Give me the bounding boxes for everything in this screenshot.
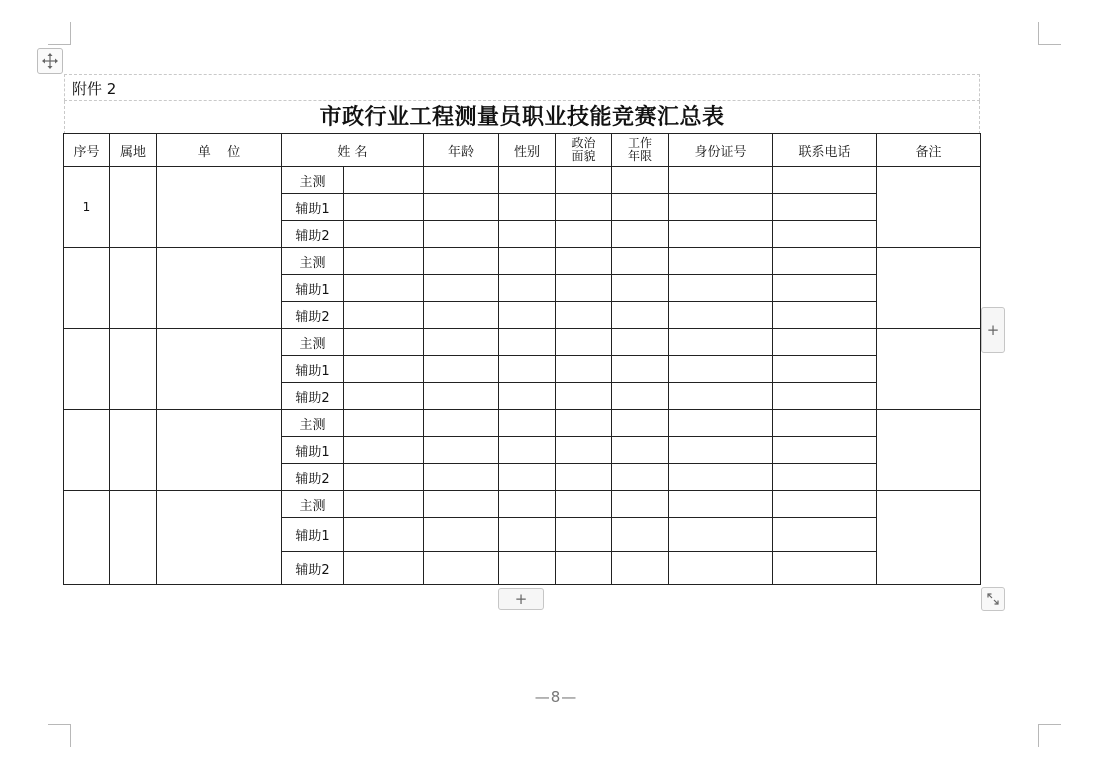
cell-work-years[interactable] <box>612 552 669 585</box>
cell-gender[interactable] <box>499 410 556 437</box>
cell-phone[interactable] <box>773 410 877 437</box>
cell-political-status[interactable] <box>556 275 612 302</box>
cell-role: 辅助1 <box>282 356 344 383</box>
cell-unit[interactable] <box>157 248 282 329</box>
cell-gender[interactable] <box>499 518 556 552</box>
cell-id-number[interactable] <box>669 275 773 302</box>
header-work-years <box>612 134 669 167</box>
cell-name[interactable] <box>344 329 424 356</box>
cell-role: 主测 <box>282 167 344 194</box>
cell-work-years[interactable] <box>612 167 669 194</box>
cell-work-years[interactable] <box>612 518 669 552</box>
cell-id-number[interactable] <box>669 410 773 437</box>
table-row <box>64 248 981 275</box>
cell-id-number[interactable] <box>669 194 773 221</box>
header-age: 年龄 <box>424 134 499 167</box>
header-work-years-line2: 年限 <box>627 149 652 163</box>
cell-work-years[interactable] <box>612 356 669 383</box>
cell-seq[interactable]: 1 <box>64 167 110 248</box>
header-political-line1: 政治 <box>571 136 596 150</box>
cell-political-status[interactable] <box>556 518 612 552</box>
cell-age[interactable] <box>424 329 499 356</box>
cell-name[interactable] <box>344 221 424 248</box>
cell-name[interactable] <box>344 356 424 383</box>
cell-name[interactable] <box>344 491 424 518</box>
cell-political-status[interactable] <box>556 410 612 437</box>
cell-remarks[interactable] <box>877 491 981 585</box>
cell-age[interactable] <box>424 194 499 221</box>
table-resize-handle[interactable] <box>981 587 1005 611</box>
cell-gender[interactable] <box>499 248 556 275</box>
cell-seq[interactable] <box>64 329 110 410</box>
cell-role: 辅助2 <box>282 552 344 585</box>
cell-gender[interactable] <box>499 221 556 248</box>
cell-work-years[interactable] <box>612 464 669 491</box>
cell-gender[interactable] <box>499 552 556 585</box>
cell-age[interactable] <box>424 464 499 491</box>
table-row <box>64 167 981 194</box>
header-work-years-line1: 工作 <box>627 136 652 150</box>
cell-phone[interactable] <box>773 491 877 518</box>
cell-name[interactable] <box>344 194 424 221</box>
cell-id-number[interactable] <box>669 518 773 552</box>
move-arrows-icon <box>41 52 59 70</box>
cell-id-number[interactable] <box>669 167 773 194</box>
cell-role: 辅助1 <box>282 437 344 464</box>
cell-work-years[interactable] <box>612 491 669 518</box>
crop-mark-top-right <box>1038 22 1061 45</box>
cell-unit[interactable] <box>157 410 282 491</box>
cell-political-status[interactable] <box>556 167 612 194</box>
header-gender: 性别 <box>499 134 556 167</box>
cell-seq[interactable] <box>64 410 110 491</box>
table-header-row <box>64 134 981 167</box>
cell-political-status[interactable] <box>556 552 612 585</box>
add-column-button[interactable] <box>981 307 1005 353</box>
cell-role: 辅助2 <box>282 464 344 491</box>
cell-id-number[interactable] <box>669 552 773 585</box>
cell-age[interactable] <box>424 552 499 585</box>
cell-political-status[interactable] <box>556 464 612 491</box>
header-phone: 联系电话 <box>773 134 877 167</box>
cell-age[interactable] <box>424 167 499 194</box>
cell-role: 主测 <box>282 329 344 356</box>
cell-id-number[interactable] <box>669 437 773 464</box>
table-row <box>64 491 981 518</box>
cell-phone[interactable] <box>773 275 877 302</box>
cell-gender[interactable] <box>499 491 556 518</box>
cell-gender[interactable] <box>499 167 556 194</box>
cell-phone[interactable] <box>773 329 877 356</box>
cell-gender[interactable] <box>499 383 556 410</box>
cell-phone[interactable] <box>773 167 877 194</box>
cell-name[interactable] <box>344 275 424 302</box>
cell-remarks[interactable] <box>877 329 981 410</box>
cell-region[interactable] <box>110 491 157 585</box>
table-move-handle[interactable] <box>37 48 63 74</box>
cell-work-years[interactable] <box>612 275 669 302</box>
cell-role: 辅助1 <box>282 518 344 552</box>
cell-phone[interactable] <box>773 464 877 491</box>
cell-unit[interactable] <box>157 491 282 585</box>
header-name: 姓 名 <box>282 134 424 167</box>
cell-political-status[interactable] <box>556 194 612 221</box>
cell-gender[interactable] <box>499 329 556 356</box>
cell-work-years[interactable] <box>612 221 669 248</box>
cell-age[interactable] <box>424 275 499 302</box>
header-political-line2: 面貌 <box>571 149 596 163</box>
cell-work-years[interactable] <box>612 437 669 464</box>
cell-remarks[interactable] <box>877 167 981 248</box>
cell-political-status[interactable] <box>556 302 612 329</box>
cell-name[interactable] <box>344 437 424 464</box>
cell-work-years[interactable] <box>612 194 669 221</box>
cell-gender[interactable] <box>499 194 556 221</box>
cell-political-status[interactable] <box>556 248 612 275</box>
cell-phone[interactable] <box>773 552 877 585</box>
attachment-label: 附件 2 <box>64 74 980 101</box>
cell-name[interactable] <box>344 518 424 552</box>
cell-phone[interactable] <box>773 221 877 248</box>
cell-work-years[interactable] <box>612 302 669 329</box>
cell-gender[interactable] <box>499 356 556 383</box>
cell-work-years[interactable] <box>612 410 669 437</box>
cell-age[interactable] <box>424 302 499 329</box>
cell-age[interactable] <box>424 221 499 248</box>
cell-id-number[interactable] <box>669 491 773 518</box>
cell-phone[interactable] <box>773 356 877 383</box>
cell-age[interactable] <box>424 248 499 275</box>
cell-region[interactable] <box>110 410 157 491</box>
cell-political-status[interactable] <box>556 491 612 518</box>
cell-unit[interactable] <box>157 167 282 248</box>
plus-icon: + <box>514 589 528 608</box>
cell-phone[interactable] <box>773 518 877 552</box>
cell-region[interactable] <box>110 167 157 248</box>
cell-political-status[interactable] <box>556 437 612 464</box>
cell-remarks[interactable] <box>877 410 981 491</box>
add-row-button[interactable] <box>498 588 544 610</box>
cell-political-status[interactable] <box>556 221 612 248</box>
cell-age[interactable] <box>424 356 499 383</box>
table-row <box>64 329 981 356</box>
table-body <box>64 167 981 585</box>
cell-name[interactable] <box>344 248 424 275</box>
cell-work-years[interactable] <box>612 383 669 410</box>
cell-id-number[interactable] <box>669 221 773 248</box>
page-title: 市政行业工程测量员职业技能竞赛汇总表 <box>64 101 980 134</box>
cell-name[interactable] <box>344 167 424 194</box>
plus-icon: + <box>986 320 1000 339</box>
cell-region[interactable] <box>110 248 157 329</box>
cell-role: 辅助1 <box>282 194 344 221</box>
cell-name[interactable] <box>344 464 424 491</box>
cell-role: 主测 <box>282 248 344 275</box>
cell-age[interactable] <box>424 518 499 552</box>
cell-gender[interactable] <box>499 302 556 329</box>
cell-age[interactable] <box>424 383 499 410</box>
crop-mark-bottom-left <box>48 724 71 747</box>
cell-gender[interactable] <box>499 437 556 464</box>
cell-id-number[interactable] <box>669 302 773 329</box>
cell-seq[interactable] <box>64 491 110 585</box>
cell-region[interactable] <box>110 329 157 410</box>
cell-role: 主测 <box>282 491 344 518</box>
resize-diagonal-icon <box>986 592 1000 606</box>
cell-political-status[interactable] <box>556 356 612 383</box>
cell-phone[interactable] <box>773 194 877 221</box>
cell-age[interactable] <box>424 491 499 518</box>
header-unit: 单 位 <box>157 134 282 167</box>
crop-mark-top-left <box>48 22 71 45</box>
cell-gender[interactable] <box>499 464 556 491</box>
header-id-number: 身份证号 <box>669 134 773 167</box>
cell-unit[interactable] <box>157 329 282 410</box>
cell-remarks[interactable] <box>877 248 981 329</box>
cell-work-years[interactable] <box>612 329 669 356</box>
header-region: 属地 <box>110 134 157 167</box>
header-remarks: 备注 <box>877 134 981 167</box>
cell-name[interactable] <box>344 410 424 437</box>
cell-age[interactable] <box>424 437 499 464</box>
cell-name[interactable] <box>344 552 424 585</box>
crop-mark-bottom-right <box>1038 724 1061 747</box>
cell-gender[interactable] <box>499 275 556 302</box>
cell-phone[interactable] <box>773 302 877 329</box>
header-political-status <box>556 134 612 167</box>
table-row <box>64 410 981 437</box>
cell-id-number[interactable] <box>669 248 773 275</box>
summary-table <box>63 133 981 585</box>
cell-seq[interactable] <box>64 248 110 329</box>
cell-phone[interactable] <box>773 383 877 410</box>
cell-age[interactable] <box>424 410 499 437</box>
cell-role: 辅助1 <box>282 275 344 302</box>
cell-political-status[interactable] <box>556 329 612 356</box>
cell-phone[interactable] <box>773 248 877 275</box>
page-number: —8— <box>534 688 578 706</box>
cell-id-number[interactable] <box>669 383 773 410</box>
cell-name[interactable] <box>344 302 424 329</box>
cell-role: 辅助2 <box>282 383 344 410</box>
cell-id-number[interactable] <box>669 356 773 383</box>
cell-role: 主测 <box>282 410 344 437</box>
cell-role: 辅助2 <box>282 221 344 248</box>
header-seq: 序号 <box>64 134 110 167</box>
cell-political-status[interactable] <box>556 383 612 410</box>
cell-id-number[interactable] <box>669 464 773 491</box>
cell-id-number[interactable] <box>669 329 773 356</box>
cell-name[interactable] <box>344 383 424 410</box>
cell-phone[interactable] <box>773 437 877 464</box>
cell-work-years[interactable] <box>612 248 669 275</box>
cell-role: 辅助2 <box>282 302 344 329</box>
